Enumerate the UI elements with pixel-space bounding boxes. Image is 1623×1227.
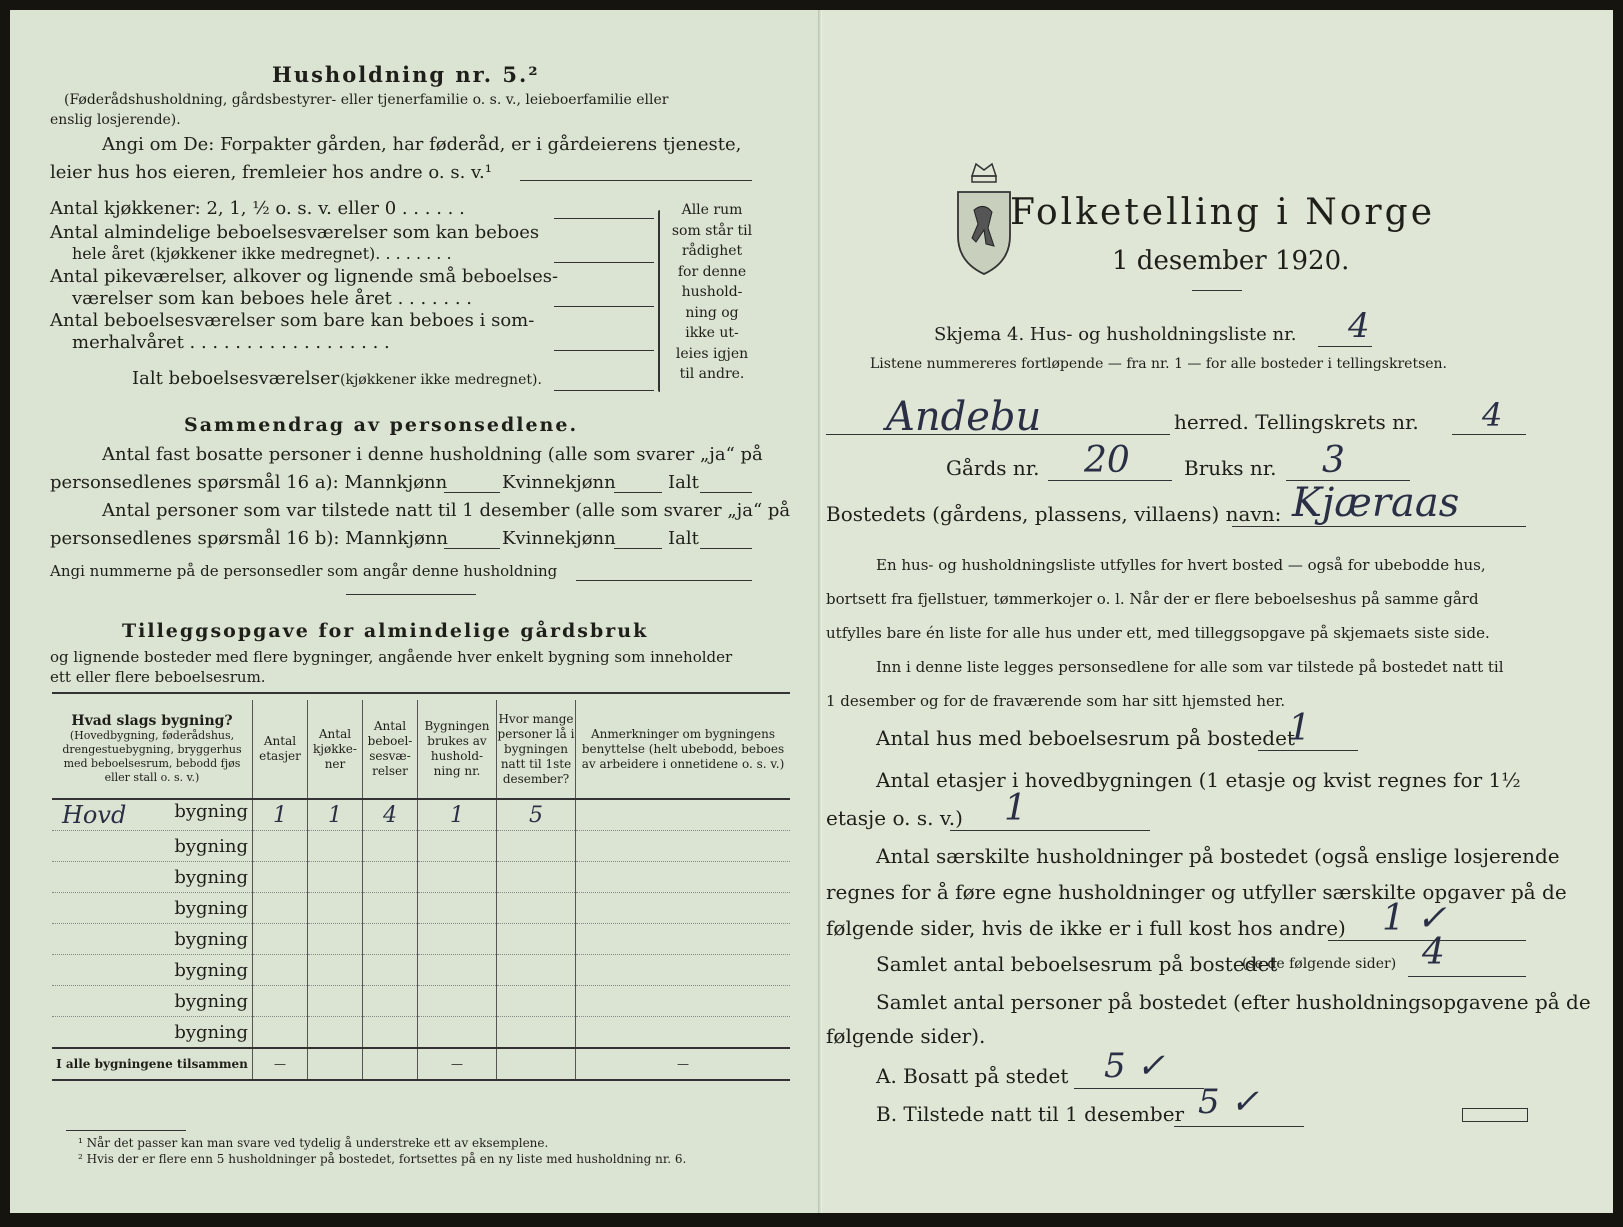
household-cell <box>418 986 497 1017</box>
floors-cell <box>253 893 308 924</box>
remarks-cell <box>576 955 791 986</box>
kitchens-cell <box>308 986 363 1017</box>
floors-cell <box>253 986 308 1017</box>
footnote-1: ¹ Når det passer kan man svare ved tydelig å understreke ett av eksemplene. <box>78 1136 549 1150</box>
q-resident-line <box>1074 1088 1204 1089</box>
bosted-line <box>1232 526 1526 527</box>
handwritten-value: 4 <box>383 802 397 828</box>
table-total-row <box>52 1048 790 1080</box>
rooms-cell <box>363 924 418 955</box>
rooms-line-6: Antal beboelsesværelser som bare kan beboes i som- <box>50 310 535 331</box>
krets-line <box>1452 434 1526 435</box>
rooms-total-answer-line <box>554 390 654 391</box>
q-households-handwritten: 1 ✓ <box>1382 898 1447 939</box>
q-persons: Samlet antal personer på bostedet (efter husholdningsopgavene på de <box>876 990 1591 1014</box>
herred-label: herred. Tellingskrets nr. <box>1174 410 1419 434</box>
total-remarks: — <box>576 1048 791 1080</box>
instruction-5: 1 desember og for de fraværende som har sitt hjemsted her. <box>826 692 1286 710</box>
rooms-line-5: værelser som kan beboes hele året . . . . . . . <box>72 288 472 309</box>
remarks-cell <box>576 862 791 893</box>
q-houses: Antal hus med beboelsesrum på bostedet <box>876 726 1295 750</box>
household-cell <box>418 862 497 893</box>
kitchens-cell <box>308 893 363 924</box>
table-row <box>52 893 790 924</box>
q-present-line <box>1174 1126 1304 1127</box>
schema-nr-line <box>1318 346 1372 347</box>
side-note-line: for denne <box>677 263 747 280</box>
q3-answer-line <box>576 580 752 581</box>
side-note-line: ikke ut- <box>685 325 739 341</box>
household-note: (Føderådshusholdning, gårdsbestyrer- eller tjenerfamilie o. s. v., leieboerfamilie eller <box>64 92 669 108</box>
q1-total-line <box>700 492 752 493</box>
section-divider <box>346 594 476 595</box>
header-persons: Hvor mange personer lå i bygningen natt til 1ste desember? <box>497 700 576 799</box>
rooms-cell <box>363 955 418 986</box>
persons-cell <box>497 893 576 924</box>
row-label: bygning <box>174 801 248 822</box>
census-form-spread <box>10 10 1613 1213</box>
total-persons <box>497 1048 576 1080</box>
total-floors: — <box>253 1048 308 1080</box>
building-type-cell: bygning <box>52 986 253 1017</box>
table-row <box>52 799 790 831</box>
persons-cell <box>497 799 576 831</box>
title-rule <box>1192 290 1242 291</box>
summary-q2-b: personsedlenes spørsmål 16 b): Mannkjønn <box>50 528 449 549</box>
supplement-line-2: ett eller flere beboelsesrum. <box>50 668 266 686</box>
summary-title: Sammendrag av personsedlene. <box>184 414 579 436</box>
table-row <box>52 1017 790 1049</box>
norway-coat-of-arms-icon <box>954 158 1014 278</box>
header-rooms: Antal beboel-sesvæ-relser <box>363 700 418 799</box>
q-floors: Antal etasjer i hovedbygningen (1 etasje og kvist regnes for 1½ <box>876 768 1521 792</box>
floors-cell <box>253 799 308 831</box>
persons-cell <box>497 924 576 955</box>
table-row <box>52 986 790 1017</box>
total-label: I alle bygningene tilsammen <box>52 1048 253 1080</box>
persons-cell <box>497 831 576 862</box>
schema-label: Skjema 4. Hus- og husholdningsliste nr. <box>934 324 1297 345</box>
building-type-cell: bygning <box>52 893 253 924</box>
header-floors: Antal etasjer <box>253 700 308 799</box>
rooms-line-3: hele året (kjøkkener ikke medregnet). . . . . . . . <box>72 244 452 263</box>
bosted-label: Bostedets (gårdens, plassens, villaens) navn: <box>826 502 1282 526</box>
question-tenure: Angi om De: Forpakter gården, har føderåd, er i gårdeierens tjeneste, <box>102 134 742 155</box>
remarks-cell <box>576 924 791 955</box>
gards-label: Gårds nr. <box>946 456 1040 480</box>
handwritten-building-type: Hovd <box>62 801 127 829</box>
gards-handwritten: 20 <box>1084 440 1130 481</box>
persons-cell <box>497 986 576 1017</box>
table-header-row <box>52 700 790 799</box>
household-cell <box>418 831 497 862</box>
summary-q3: Angi nummerne på de personsedler som angår denne husholdning <box>50 562 558 580</box>
building-type-cell: bygning <box>52 955 253 986</box>
side-note-line: leies igjen <box>675 345 749 362</box>
building-type-cell: bygning <box>52 1017 253 1049</box>
header-building-type-title: Hvad slags bygning? <box>71 712 233 729</box>
building-type-cell: bygning <box>52 831 253 862</box>
q-present: B. Tilstede natt til 1 desember <box>876 1102 1185 1126</box>
kitchens-cell <box>308 955 363 986</box>
summary-q1: Antal fast bosatte personer i denne husholdning (alle som svarer „ja“ på <box>102 444 763 465</box>
household-title: Husholdning nr. 5.² <box>272 62 540 87</box>
supplement-title: Tilleggsopgave for almindelige gårdsbruk <box>122 620 649 642</box>
household-cell <box>418 893 497 924</box>
tenure-answer-line <box>520 180 752 181</box>
rooms-line-2: Antal almindelige beboelsesværelser som kan beboes <box>50 222 540 243</box>
supplement-line-1: og lignende bosteder med flere bygninger, angående hver enkelt bygning som inneholder <box>50 648 733 666</box>
total-kitchens <box>308 1048 363 1080</box>
rooms-line-7: merhalvåret . . . . . . . . . . . . . . . . . . <box>72 332 390 353</box>
rooms-line-1: Antal kjøkkener: 2, 1, ½ o. s. v. eller 0 . . . . . . <box>50 198 465 219</box>
q-houses-line <box>1258 750 1358 751</box>
handwritten-value: 1 <box>450 802 464 828</box>
handwritten-value: 5 <box>529 802 543 828</box>
table-row <box>52 831 790 862</box>
header-household: Bygningen brukes av hushold-ning nr. <box>418 700 497 799</box>
main-title: Folketelling i Norge <box>1010 192 1435 233</box>
rooms-cell <box>363 1017 418 1049</box>
kitchens-cell <box>308 1017 363 1049</box>
q-floors-line <box>950 830 1150 831</box>
q1-total-label: Ialt <box>668 472 699 493</box>
side-note-line: til andre. <box>679 366 745 382</box>
remarks-cell <box>576 893 791 924</box>
table-row <box>52 862 790 893</box>
census-date: 1 desember 1920. <box>1112 246 1350 276</box>
kitchens-cell <box>308 862 363 893</box>
q1-female-line <box>614 492 662 493</box>
side-note-line: som står til <box>671 222 753 239</box>
building-type-cell: bygning <box>52 924 253 955</box>
printer-stamp <box>1462 1108 1528 1122</box>
kitchens-cell <box>308 924 363 955</box>
kitchens-answer-line <box>554 218 654 219</box>
side-note-line: ning og <box>685 304 739 321</box>
left-page <box>10 10 818 1213</box>
schema-nr-handwritten: 4 <box>1348 306 1370 346</box>
rooms-total-note: (kjøkkener ikke medregnet). <box>340 372 542 388</box>
header-building-type <box>52 700 253 799</box>
table-top-rule <box>52 692 790 694</box>
summer-rooms-answer-line <box>554 350 654 351</box>
bosted-handwritten: Kjæraas <box>1292 480 1460 526</box>
q-rooms: Samlet antal beboelsesrum på bostedet <box>876 952 1278 976</box>
instruction-2: bortsett fra fjellstuer, tømmerkojer o. l. Når der er flere beboelseshus på samme gård <box>826 590 1479 608</box>
building-type-cell: bygning <box>52 862 253 893</box>
floors-cell <box>253 955 308 986</box>
household-cell <box>418 1017 497 1049</box>
bruks-label: Bruks nr. <box>1184 456 1277 480</box>
rooms-answer-line <box>554 262 654 263</box>
handwritten-value: 1 <box>328 802 342 828</box>
household-note-2: enslig losjerende). <box>50 112 181 128</box>
q-resident-handwritten: 5 ✓ <box>1104 1046 1165 1086</box>
q-rooms-line <box>1408 976 1526 977</box>
remarks-cell <box>576 831 791 862</box>
q1-male-line <box>444 492 500 493</box>
rooms-cell <box>363 831 418 862</box>
rooms-line-4: Antal pikeværelser, alkover og lignende små beboelses- <box>50 266 559 287</box>
instruction-4: Inn i denne liste legges personsedlene for alle som var tilstede på bostedet natt til <box>876 658 1504 676</box>
q-floors-2: etasje o. s. v.) <box>826 806 963 830</box>
buildings-table <box>52 700 790 1081</box>
q-houses-handwritten: 1 <box>1288 708 1311 749</box>
question-tenure-2: leier hus hos eieren, fremleier hos andre o. s. v.¹ <box>50 162 492 183</box>
table-row <box>52 955 790 986</box>
header-kitchens: Antal kjøkke-ner <box>308 700 363 799</box>
kitchens-cell <box>308 799 363 831</box>
q-present-handwritten: 5 ✓ <box>1198 1082 1259 1122</box>
floors-cell <box>253 924 308 955</box>
side-note-line: Alle rum <box>681 202 743 218</box>
q2-female-label: Kvinnekjønn <box>502 528 616 549</box>
persons-cell <box>497 862 576 893</box>
rooms-brace <box>658 210 660 392</box>
side-note-line: hushold- <box>681 284 743 300</box>
floors-cell <box>253 1017 308 1049</box>
table-row <box>52 924 790 955</box>
persons-cell <box>497 1017 576 1049</box>
header-remarks: Anmerkninger om bygningens benyttelse (helt ubebodd, beboes av arbeidere i onnetidene o. s. v.) <box>576 700 791 799</box>
total-household: — <box>418 1048 497 1080</box>
instruction-1: En hus- og husholdningsliste utfylles for hvert bosted — også for ubebodde hus, <box>876 556 1486 574</box>
household-cell <box>418 955 497 986</box>
instruction-3: utfylles bare én liste for alle hus under ett, med tilleggsopgave på skjemaets siste side. <box>826 624 1490 642</box>
floors-cell <box>253 831 308 862</box>
floors-cell <box>253 862 308 893</box>
q-rooms-handwritten: 4 <box>1422 932 1445 973</box>
q-households-2: regnes for å føre egne husholdninger og utfyller særskilte opgaver på de <box>826 880 1567 904</box>
persons-cell <box>497 955 576 986</box>
q-floors-handwritten: 1 <box>1004 788 1027 829</box>
krets-handwritten: 4 <box>1482 396 1503 434</box>
bruks-handwritten: 3 <box>1322 440 1345 481</box>
q2-male-line <box>444 548 500 549</box>
small-rooms-answer-line <box>554 306 654 307</box>
rooms-total-label: Ialt beboelsesværelser <box>132 368 340 389</box>
q2-female-line <box>614 548 662 549</box>
rooms-cell <box>363 893 418 924</box>
q-households-3: følgende sider, hvis de ikke er i full kost hos andre) <box>826 916 1346 940</box>
herred-handwritten: Andebu <box>886 394 1042 440</box>
q2-total-line <box>700 548 752 549</box>
q-persons-2: følgende sider). <box>826 1024 986 1048</box>
kitchens-cell <box>308 831 363 862</box>
q2-total-label: Ialt <box>668 528 699 549</box>
side-note <box>670 200 754 385</box>
q-resident: A. Bosatt på stedet <box>876 1064 1069 1088</box>
summary-q2: Antal personer som var tilstede natt til 1 desember (alle som svarer „ja“ på <box>102 500 791 521</box>
building-type-cell <box>52 799 253 831</box>
remarks-cell <box>576 986 791 1017</box>
rooms-cell <box>363 986 418 1017</box>
right-page <box>822 10 1613 1213</box>
numbering-instruction: Listene nummereres fortløpende — fra nr. 1 — for alle bosteder i tellingskretsen. <box>870 356 1448 372</box>
rooms-cell <box>363 862 418 893</box>
side-note-line: rådighet <box>681 243 743 259</box>
q-households: Antal særskilte husholdninger på bostedet (også enslige losjerende <box>876 844 1560 868</box>
remarks-cell <box>576 799 791 831</box>
household-cell <box>418 799 497 831</box>
total-rooms <box>363 1048 418 1080</box>
footnote-2: ² Hvis der er flere enn 5 husholdninger på bostedet, fortsettes på en ny liste med husholdning nr. 6. <box>78 1152 687 1166</box>
q-rooms-note: (se de følgende sider) <box>1242 956 1397 972</box>
q1-female-label: Kvinnekjønn <box>502 472 616 493</box>
rooms-cell <box>363 799 418 831</box>
remarks-cell <box>576 1017 791 1049</box>
handwritten-value: 1 <box>273 802 287 828</box>
household-cell <box>418 924 497 955</box>
footnote-rule <box>66 1130 186 1131</box>
header-building-type-sub: (Hovedbygning, føderådshus, drengestuebygning, bryggerhus med beboelsesrum, bebodd fjøs eller stall o. s. v.) <box>62 728 242 784</box>
summary-q1-b: personsedlenes spørsmål 16 a): Mannkjønn <box>50 472 448 493</box>
